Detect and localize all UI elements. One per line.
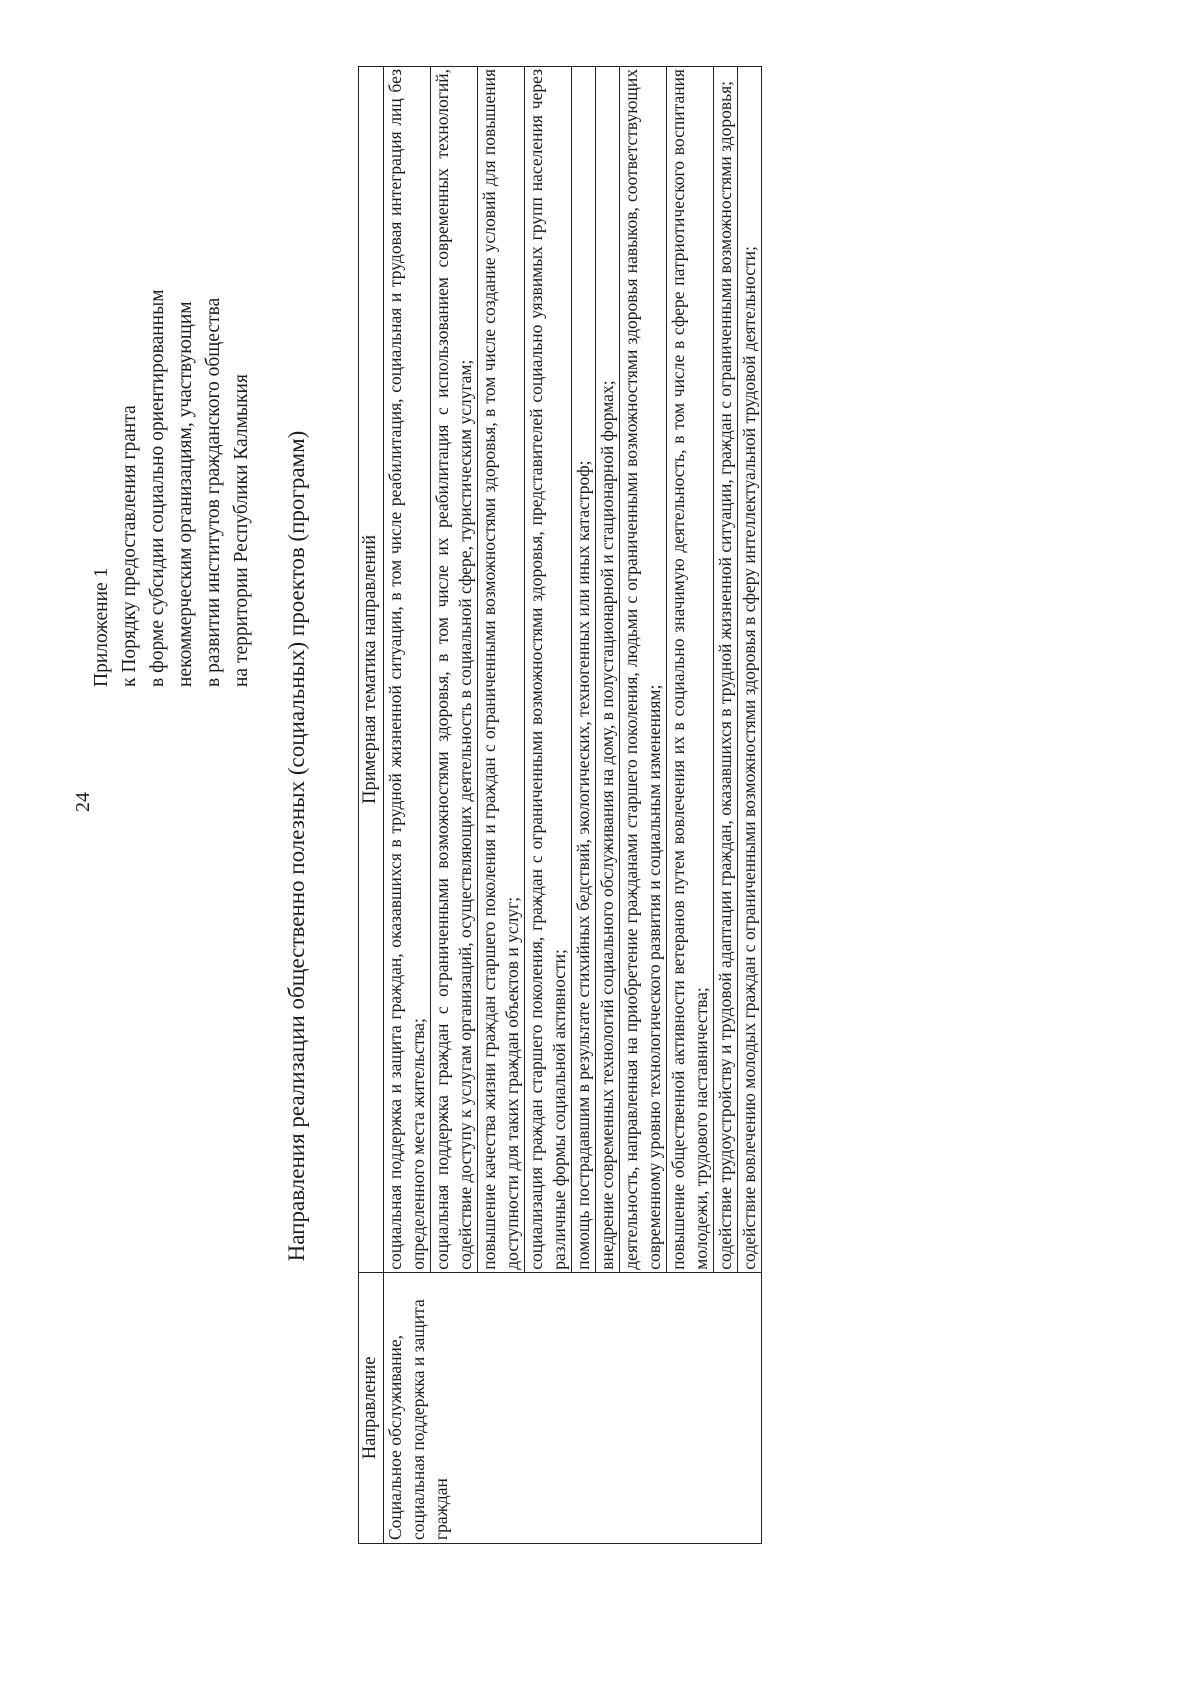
appendix-header bbox=[88, 127, 256, 687]
direction-cell: Социальное обслуживание, социальная поддержка и защита граждан bbox=[384, 1272, 762, 1543]
header-direction: Направление bbox=[359, 1272, 384, 1543]
topic-item: помощь пострадавшим в результате стихийных бедствий, экологических, техногенных или иных катастроф; bbox=[572, 67, 596, 1272]
appendix-line: в развитии институтов гражданского общества bbox=[203, 297, 224, 687]
topic-item: повышение общественной активности ветеранов путем вовлечения их в социально значимую деятельность, в том числе в сфере патриотического воспитания молодежи, трудового наставничества; bbox=[667, 67, 714, 1272]
table-row bbox=[384, 67, 762, 1544]
topic-item: социальная поддержка и защита граждан, оказавшихся в трудной жизненной ситуации, в том числе реабилитация, социальная и трудовая интеграция лиц без определенного места жительства; bbox=[384, 67, 431, 1272]
topic-item: содействие вовлечению молодых граждан с ограниченными возможностями здоровья в сферу интеллектуальной трудовой деятельности; bbox=[739, 246, 759, 1270]
topic-item: содействие трудоустройству и трудовой адаптации граждан, оказавшихся в трудной жизненной ситуации, граждан с ограниченными возможностями здоровья; bbox=[714, 67, 738, 1272]
topic-item: социальная поддержка граждан с ограниченными возможностями здоровья, в том числе их реабилитация с использованием современных технологий, содействие доступу к услугам организаций, осуществляющих деятельность в социальной сфере, туристическим услугам; bbox=[431, 67, 478, 1272]
appendix-line: на территории Республики Калмыкия bbox=[231, 374, 252, 687]
table-header-row bbox=[359, 67, 384, 1544]
page-number: 24 bbox=[72, 792, 94, 812]
topic-item: повышение качества жизни граждан старшего поколения и граждан с ограниченными возможностями здоровья, в том числе создание условий для повышения доступности для таких граждан объектов и услуг; bbox=[478, 67, 525, 1272]
topic-item: социализация граждан старшего поколения, граждан с ограниченными возможностями здоровья, представителей социально уязвимых групп населения через различные формы социальной активности; bbox=[525, 67, 572, 1272]
topics-cell bbox=[384, 67, 762, 1273]
directions-table bbox=[358, 66, 762, 1544]
header-topics: Примерная тематика направлений bbox=[359, 67, 384, 1273]
appendix-line: Приложение 1 bbox=[91, 567, 112, 687]
topic-item: внедрение современных технологий социального обслуживания на дому, в полустационарной и стационарной формах; bbox=[596, 67, 620, 1272]
appendix-line: некоммерческим организациям, участвующим bbox=[175, 301, 196, 687]
appendix-line: к Порядку предоставления гранта bbox=[119, 405, 140, 687]
appendix-line: в форме субсидии социально ориентированным bbox=[147, 289, 168, 687]
topic-item: деятельность, направленная на приобретение гражданами старшего поколения, людьми с ограниченными возможностями здоровья навыков, соответствующих современному уровню технологического развития и социальным изменениям; bbox=[620, 67, 667, 1272]
document-title: Направления реализации общественно полезных (социальных) проектов (программ) bbox=[284, 430, 309, 1262]
